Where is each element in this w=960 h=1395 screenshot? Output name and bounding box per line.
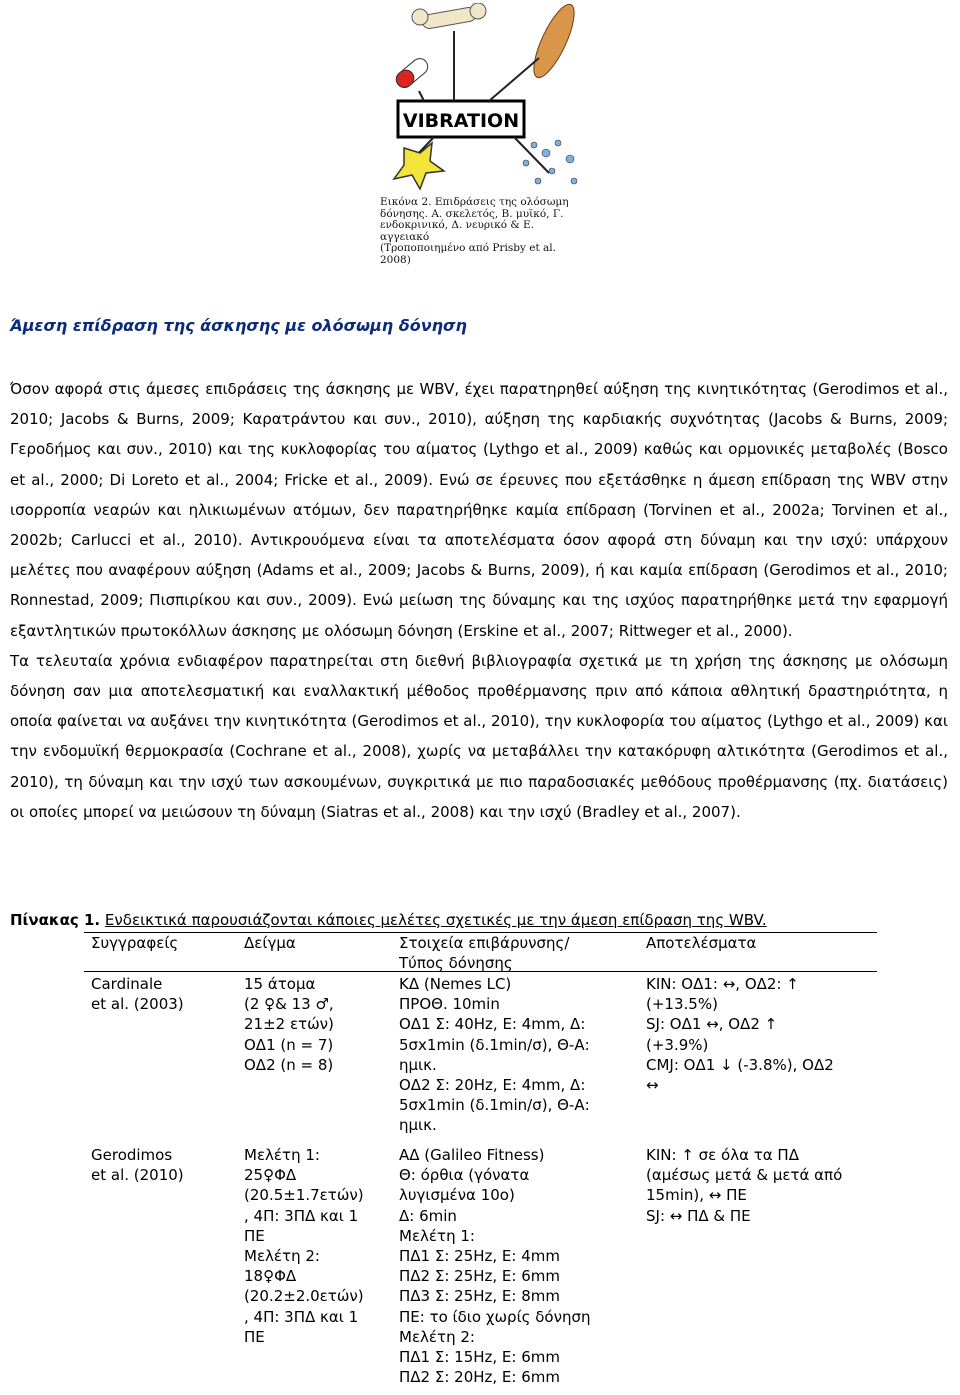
table-row: [84, 1145, 877, 1395]
cell-line: (20.2±2.0ετών): [244, 1287, 364, 1306]
vibration-diagram: [374, 3, 590, 195]
header-sample: [244, 933, 396, 953]
section-heading: Άμεση επίδραση της άσκησης με ολόσωμη δόνηση: [10, 316, 467, 335]
cell-results: [646, 974, 876, 1095]
cell-line: 15min), ↔ ΠΕ: [646, 1186, 747, 1205]
cell-line: Θ: όρθια (γόνατα: [399, 1166, 530, 1185]
cell-line: SJ: ΟΔ1 ↔, ΟΔ2 ↑: [646, 1015, 778, 1034]
cell-line: Μελέτη 2:: [244, 1247, 320, 1266]
cell-line: ΚΙΝ: ΟΔ1: ↔, ΟΔ2: ↑: [646, 975, 799, 993]
header-authors: [91, 933, 241, 953]
cell-sample: [244, 1145, 396, 1347]
cell-line: SJ: ↔ ΠΔ & ΠΕ: [646, 1206, 751, 1225]
cell-line: Gerodimos: [91, 1146, 173, 1164]
cell-line: ΑΔ (Galileo Fitness): [399, 1146, 545, 1164]
table-title: [10, 911, 767, 929]
cell-line: ΠΔ1 Σ: 15Hz, Ε: 6mm: [399, 1348, 560, 1367]
header-cell-text: Αποτελέσματα: [646, 934, 757, 952]
table-header-row: [84, 933, 877, 971]
header-cell-text: Δείγμα: [244, 934, 296, 952]
cell-line: 5σx1min (δ.1min/σ), Θ-Α:: [399, 1096, 590, 1115]
cell-load: [399, 1145, 634, 1387]
caption-line: (Τροποποιημένο από Prisby et al.: [380, 242, 556, 254]
table-title-label: Πίνακας 1.: [10, 911, 101, 929]
banner-text: VIBRATION: [402, 110, 520, 132]
caption-line: Εικόνα 2. Επιδράσεις της ολόσωμη: [380, 196, 569, 208]
cell-line: Μελέτη 2:: [399, 1327, 475, 1346]
paragraph: Τα τελευταία χρόνια ενδιαφέρον παρατηρείται στη διεθνή βιβλιογραφία σχετικά με τη χρήση της άσκησης με ολόσωμη δόνηση σαν μια αποτελεσματική και εναλλακτική μέθοδος προθέρμανσης πριν από κάποια αθλητική δραστηριότητα, η οποία φαίνεται να αυξάνει την κινητικότητα (Gerodimos et al., 2010), την κυκλοφορία του αίματος (Lythgo et al., 2009) και την ενδομυϊκή θερμοκρασία (Cochrane et al., 2008), χωρίς να μεταβάλλει την κατακόρυφη αλτικότητα (Gerodimos et al., 2010), τη δύναμη και την ισχύ των ασκουμένων, συγκριτικά με πιο παραδοσιακές μεθόδους προθέρμανσης (πχ. διατάσεις) οι οποίες μπορεί να μειώσουν τη δύναμη (Siatras et al., 2008) και την ισχύ (Bradley et al., 2007).: [10, 651, 948, 821]
cell-line: , 4Π: 3ΠΔ και 1: [244, 1307, 359, 1326]
cell-line: (+13.5%): [646, 995, 718, 1014]
figure-caption: [380, 197, 580, 266]
body-text: [10, 374, 948, 827]
cell-results: [646, 1145, 876, 1226]
cell-line: ΠΔ2 Σ: 20Hz, Ε: 6mm: [399, 1368, 560, 1387]
cell-line: ΟΔ2 (n = 8): [244, 1055, 334, 1074]
cell-line: ΚΔ (Nemes LC): [399, 975, 512, 993]
cell-line: ημικ.: [399, 1055, 437, 1074]
table-title-text: Ενδεικτικά παρουσιάζονται κάποιες μελέτες σχετικές με την άμεση επίδραση της WBV.: [104, 911, 767, 929]
cell-line: ΠΕ: [244, 1226, 265, 1245]
cell-line: ↔: [646, 1076, 659, 1095]
cell-line: ΟΔ1 Σ: 40Hz, Ε: 4mm, Δ:: [399, 1015, 586, 1034]
cell-line: 25♀ΦΔ: [244, 1166, 297, 1185]
caption-line: ενδοκρινικό, Δ. νευρικό & Ε. αγγειακό: [380, 219, 535, 243]
cell-line: ΠΕ: [244, 1327, 265, 1346]
studies-table: [84, 932, 877, 1395]
cell-line: ΚΙΝ: ↑ σε όλα τα ΠΔ: [646, 1146, 799, 1164]
cell-line: ΠΔ3 Σ: 25Hz, Ε: 8mm: [399, 1287, 560, 1306]
cell-line: (2 ♀& 13 ♂,: [244, 995, 334, 1014]
cell-line: 5σx1min (δ.1min/σ), Θ-Α:: [399, 1035, 590, 1054]
cell-line: CMJ: ΟΔ1 ↓ (-3.8%), ΟΔ2: [646, 1055, 834, 1074]
paragraph: Όσον αφορά στις άμεσες επιδράσεις της άσκησης με WBV, έχει παρατηρηθεί αύξηση της κινητικότητας (Gerodimos et al., 2010; Jacobs & Burns, 2009; Καρατράντου και συν., 2010), αύξηση της καρδιακής συχνότητας (Jacobs & Burns, 2009; Γεροδήμος και συν., 2010) και της κυκλοφορίας του αίματος (Lythgo et al., 2009) καθώς και ορμονικές μεταβολές (Bosco et al., 2000; Di Loreto et al., 2004; Fricke et al., 2009). Ενώ σε έρευνες που εξετάσθηκε η άμεση επίδραση της WBV στην ισορροπία νεαρών και ηλικιωμένων ατόμων, δεν παρατηρήθηκε καμία επίδραση (Torvinen et al., 2002a; Torvinen et al., 2002b; Carlucci et al., 2010). Αντικρουόμενα είναι τα αποτελέσματα όσον αφορά στη δύναμη και την ισχύ: υπάρχουν μελέτες που αναφέρουν αύξηση (Adams et al., 2009; Jacobs & Burns, 2009), ή και καμία επίδραση (Gerodimos et al., 2010; Ronnestad, 2009; Πισπιρίκου και συν., 2009). Ενώ μείωση της δύναμης και της ισχύος παρατηρήθηκε μετά την εφαρμογή εξαντλητικών πρωτοκόλλων άσκησης με ολόσωμη δόνηση (Erskine et al., 2007; Rittweger et al., 2000).: [10, 380, 948, 640]
header-cell-text: Στοιχεία επιβάρυνσης/: [399, 934, 570, 952]
cell-line: ΠΕ: το ίδιο χωρίς δόνηση: [399, 1307, 591, 1326]
cell-line: ημικ.: [399, 1116, 437, 1135]
cell-line: et al. (2010): [91, 1166, 184, 1185]
cell-line: (αμέσως μετά & μετά από: [646, 1166, 843, 1185]
cell-authors: [91, 974, 241, 1014]
header-results: [646, 933, 876, 953]
cell-line: 21±2 ετών): [244, 1015, 334, 1034]
cell-line: λυγισμένα 10ο): [399, 1186, 515, 1205]
cell-line: 18♀ΦΔ: [244, 1267, 297, 1286]
cell-line: Μελέτη 1:: [399, 1226, 475, 1245]
header-cell-text: Συγγραφείς: [91, 934, 179, 952]
cell-line: ΟΔ2 Σ: 20Hz, Ε: 4mm, Δ:: [399, 1076, 586, 1095]
cell-line: (20.5±1.7ετών): [244, 1186, 364, 1205]
cell-line: Δ: 6min: [399, 1206, 457, 1225]
cell-line: (+3.9%): [646, 1035, 709, 1054]
caption-line: δόνησης. Α. σκελετός, Β. μυϊκό, Γ.: [380, 207, 564, 220]
cell-line: ΠΡΟΘ. 10min: [399, 995, 500, 1014]
header-load: [399, 933, 634, 973]
cell-line: ΟΔ1 (n = 7): [244, 1035, 334, 1054]
cell-line: ΠΔ2 Σ: 25Hz, Ε: 6mm: [399, 1267, 560, 1286]
cell-line: ΠΔ1 Σ: 25Hz, Ε: 4mm: [399, 1247, 560, 1266]
cell-line: 15 άτομα: [244, 975, 316, 993]
table-row: [84, 974, 877, 1145]
cell-load: [399, 974, 634, 1136]
cell-authors: [91, 1145, 241, 1185]
caption-line: 2008): [380, 253, 411, 266]
header-cell-text: Τύπος δόνησης: [399, 954, 513, 973]
cell-line: Cardinale: [91, 975, 163, 993]
cell-line: et al. (2003): [91, 995, 184, 1014]
cell-line: Μελέτη 1:: [244, 1146, 320, 1164]
cell-line: , 4Π: 3ΠΔ και 1: [244, 1206, 359, 1225]
cell-sample: [244, 974, 396, 1075]
